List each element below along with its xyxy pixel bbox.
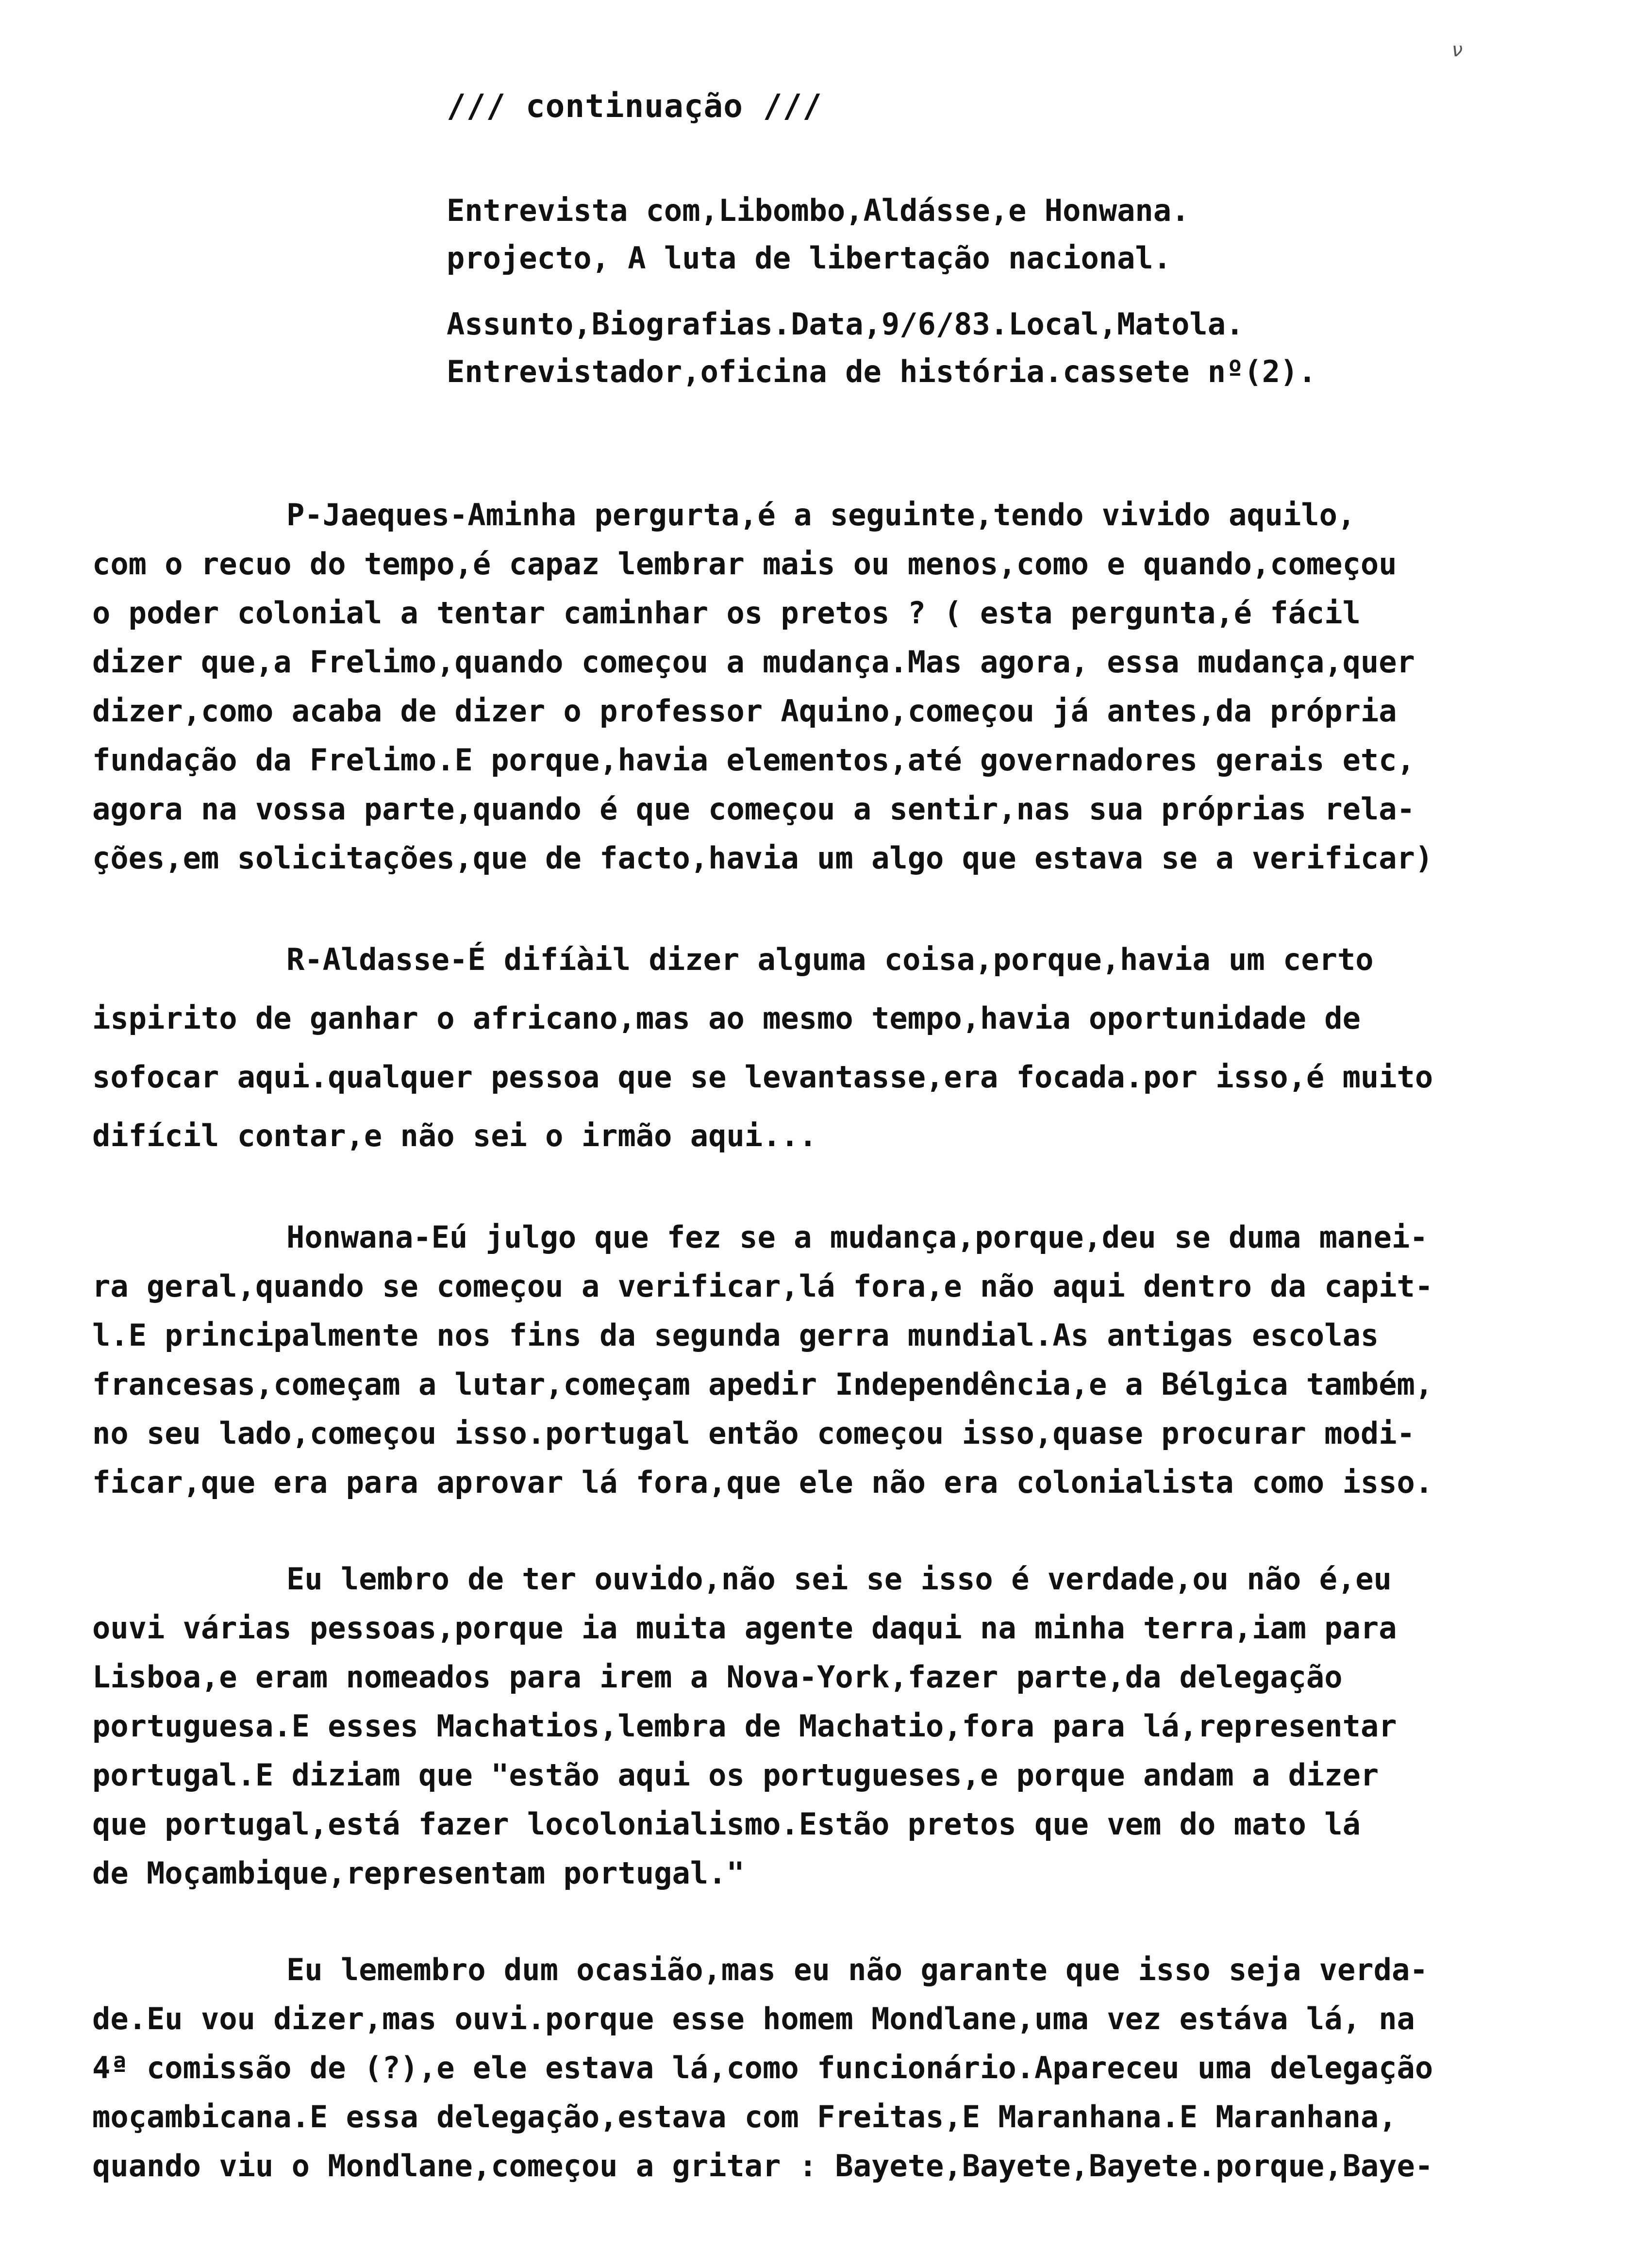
text-line: de.Eu vou dizer,mas ouvi.porque esse homem Mondlane,uma vez estáva lá, na [92, 2001, 1415, 2036]
text-line: P-Jaeques-Aminha pergurta,é a seguinte,tendo vivido aquilo, [286, 497, 1356, 533]
text-line: l.E principalmente nos fins da segunda gerra mundial.As antigas escolas [92, 1317, 1379, 1353]
text-line: com o recuo do tempo,é capaz lembrar mais ou menos,como e quando,começou [92, 546, 1397, 582]
corner-pencil-mark: ν [1451, 39, 1464, 61]
text-line: ispirito de ganhar o africano,mas ao mesmo tempo,havia oportunidade de [92, 1001, 1361, 1036]
text-line: ções,em solicitações,que de facto,havia um algo que estava se a verificar) [92, 840, 1433, 876]
text-line: 4ª comissão de (?),e ele estava lá,como funcionário.Apareceu uma delegação [92, 2050, 1433, 2085]
text-line: dizer que,a Frelimo,quando começou a mudança.Mas agora, essa mudança,quer [92, 644, 1415, 680]
answer-honwana-paragraph [92, 1213, 1553, 1507]
occasion-paragraph [92, 1945, 1553, 2190]
text-line: difícil contar,e não sei o irmão aqui... [92, 1118, 817, 1153]
text-line: agora na vossa parte,quando é que começou a sentir,nas sua próprias rela- [92, 791, 1415, 827]
text-line: dizer,como acaba de dizer o professor Aquino,começou já antes,da própria [92, 693, 1397, 729]
header-subject-date-place: Assunto,Biografias.Data,9/6/83.Local,Matola. [447, 306, 1244, 342]
text-line: R-Aldasse-É difíàil dizer alguma coisa,porque,havia um certo [286, 942, 1374, 977]
text-line: que portugal,está fazer locolonialismo.Estão pretos que vem do mato lá [92, 1806, 1361, 1842]
text-line: Lisboa,e eram nomeados para irem a Nova-York,fazer parte,da delegação [92, 1659, 1343, 1695]
question-paragraph [92, 490, 1553, 883]
continuation-heading: /// continuação /// [447, 87, 822, 125]
text-line: ra geral,quando se começou a verificar,lá fora,e não aqui dentro da capit- [92, 1268, 1433, 1304]
memory-paragraph [92, 1554, 1553, 1898]
text-line: Eu lembro de ter ouvido,não sei se isso é verdade,ou não é,eu [286, 1561, 1392, 1597]
text-line: quando viu o Mondlane,começou a gritar : Bayete,Bayete,Bayete.porque,Baye- [92, 2148, 1433, 2184]
text-line: fundação da Frelimo.E porque,havia elementos,até governadores gerais etc, [92, 742, 1415, 778]
transcript-body [92, 490, 1553, 2238]
text-line: portuguesa.E esses Machatios,lembra de Machatio,fora para lá,representar [92, 1708, 1397, 1744]
text-line: de Moçambique,representam portugal." [92, 1855, 745, 1891]
text-line: Eu lemembro dum ocasião,mas eu não garante que isso seja verda- [286, 1952, 1428, 1987]
header-interviewer-cassette: Entrevistador,oficina de história.cassete nº(2). [447, 354, 1316, 389]
text-line: moçambicana.E essa delegação,estava com Freitas,E Maranhana.E Maranhana, [92, 2099, 1397, 2135]
text-line: portugal.E diziam que "estão aqui os portugueses,e porque andam a dizer [92, 1757, 1379, 1793]
text-line: no seu lado,começou isso.portugal então começou isso,quase procurar modi- [92, 1416, 1415, 1451]
header-project: projecto, A luta de libertação nacional. [447, 240, 1172, 276]
answer-aldasse-paragraph [92, 930, 1553, 1165]
interview-header [447, 187, 1316, 396]
text-line: ficar,que era para aprovar lá fora,que ele não era colonialista como isso. [92, 1465, 1433, 1500]
header-interviewees: Entrevista com,Libombo,Aldásse,e Honwana. [447, 193, 1190, 228]
text-line: francesas,começam a lutar,começam apedir Independência,e a Bélgica também, [92, 1367, 1433, 1402]
text-line: Honwana-Eú julgo que fez se a mudança,porque,deu se duma manei- [286, 1219, 1428, 1255]
text-line: o poder colonial a tentar caminhar os pretos ? ( esta pergunta,é fácil [92, 595, 1361, 631]
text-line: ouvi várias pessoas,porque ia muita agente daqui na minha terra,iam para [92, 1610, 1397, 1646]
text-line: sofocar aqui.qualquer pessoa que se levantasse,era focada.por isso,é muito [92, 1059, 1433, 1095]
